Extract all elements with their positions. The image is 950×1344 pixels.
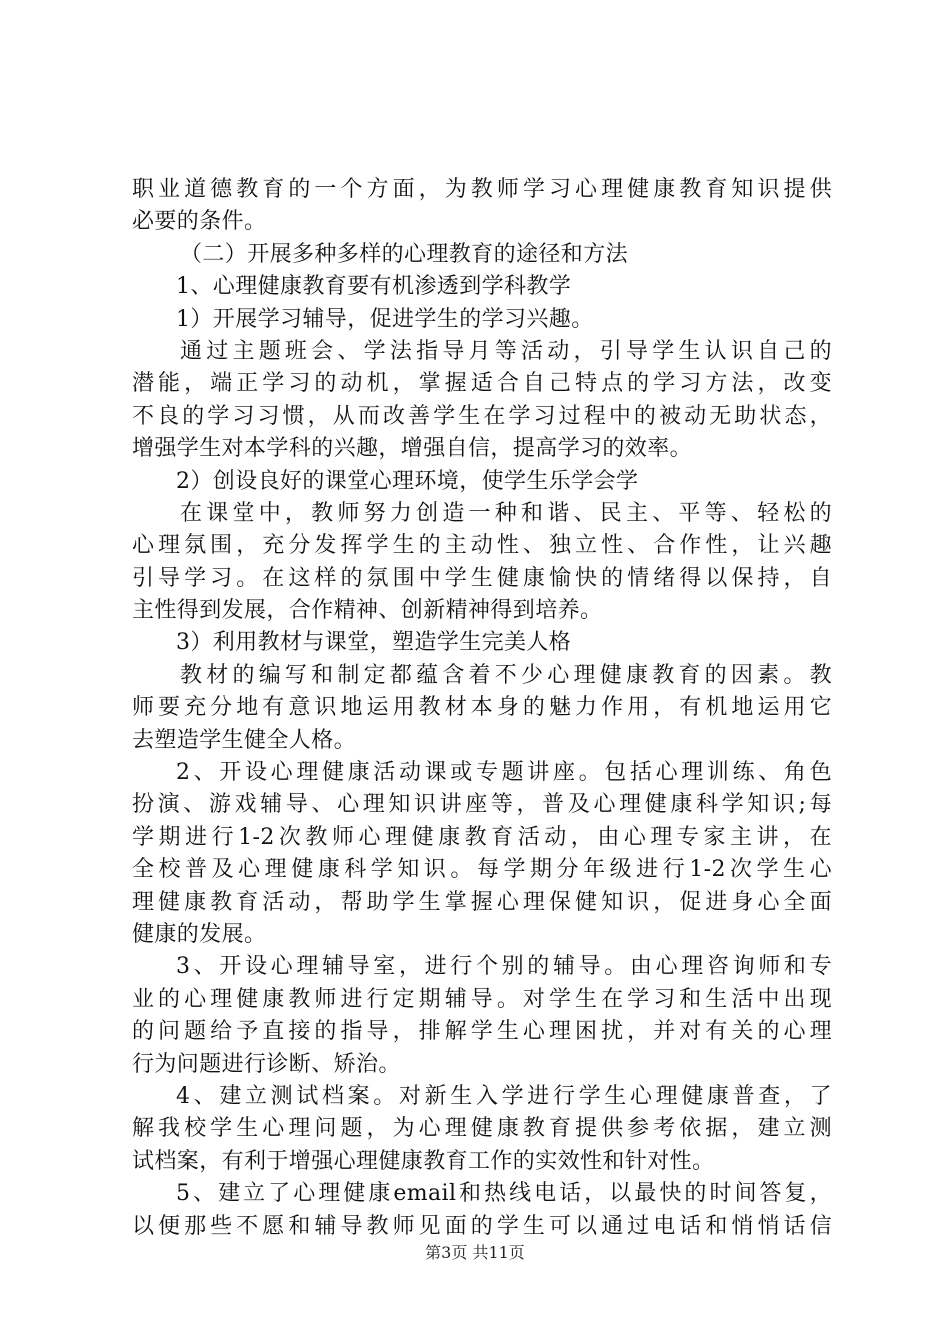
text-line: 去塑造学生健全人格。 — [132, 727, 357, 753]
text-line: 5、建立了心理健康email和热线电话，以最快的时间答复， — [176, 1181, 832, 1207]
text-line: 心理氛围，充分发挥学生的主动性、独立性、合作性，让兴趣 — [132, 533, 832, 559]
text-line: 潜能，端正学习的动机，掌握适合自己特点的学习方法，改变 — [132, 371, 832, 397]
text-line: 试档案，有利于增强心理健康教育工作的实效性和针对性。 — [132, 1148, 715, 1174]
text-line: 增强学生对本学科的兴趣，增强自信，提高学习的效率。 — [132, 436, 693, 462]
document-body — [132, 174, 832, 1243]
text-line: 扮演、游戏辅导、心理知识讲座等，普及心理健康科学知识;每 — [132, 792, 832, 818]
item-heading: 1）开展学习辅导，促进学生的学习兴趣。 — [176, 306, 594, 332]
text-line: 解我校学生心理问题，为心理健康教育提供参考依据，建立测 — [132, 1116, 832, 1142]
text-line: 业的心理健康教师进行定期辅导。对学生在学习和生活中出现 — [132, 986, 832, 1012]
text-line: 不良的学习习惯，从而改善学生在学习过程中的被动无助状态， — [132, 403, 832, 429]
section-heading: （二）开展多种多样的心理教育的途径和方法 — [180, 241, 629, 267]
item-heading: 2）创设良好的课堂心理环境，使学生乐学会学 — [176, 468, 639, 494]
text-line: 理健康教育活动，帮助学生掌握心理保健知识，促进身心全面 — [132, 889, 832, 915]
text-line: 3、开设心理辅导室，进行个别的辅导。由心理咨询师和专 — [176, 954, 832, 980]
text-line: 在课堂中，教师努力创造一种和谐、民主、平等、轻松的 — [180, 500, 832, 526]
text-line: 主性得到发展，合作精神、创新精神得到培养。 — [132, 598, 603, 624]
text-line: 职业道德教育的一个方面，为教师学习心理健康教育知识提供 — [132, 177, 832, 202]
subsection-heading: 1、心理健康教育要有机渗透到学科教学 — [176, 274, 572, 300]
page-number-footer: 第3页 共11页 — [425, 1243, 525, 1262]
text-line: 必要的条件。 — [132, 209, 267, 235]
text-line: 4、建立测试档案。对新生入学进行学生心理健康普查，了 — [176, 1083, 832, 1109]
text-line: 以便那些不愿和辅导教师见面的学生可以通过电话和悄悄话信 — [132, 1213, 832, 1239]
text-line: 2、开设心理健康活动课或专题讲座。包括心理训练、角色 — [176, 760, 832, 786]
text-line: 健康的发展。 — [132, 921, 267, 947]
text-line: 行为问题进行诊断、矫治。 — [132, 1051, 401, 1077]
item-heading: 3）利用教材与课堂，塑造学生完美人格 — [176, 630, 572, 656]
text-line: 师要充分地有意识地运用教材本身的魅力作用，有机地运用它 — [132, 695, 832, 721]
text-line: 引导学习。在这样的氛围中学生健康愉快的情绪得以保持，自 — [132, 565, 832, 591]
text-line: 通过主题班会、学法指导月等活动，引导学生认识自己的 — [180, 338, 832, 364]
text-line: 全校普及心理健康科学知识。每学期分年级进行1-2次学生心 — [132, 857, 832, 883]
text-line: 的问题给予直接的指导，排解学生心理困扰，并对有关的心理 — [132, 1019, 832, 1045]
text-line: 教材的编写和制定都蕴含着不少心理健康教育的因素。教 — [180, 662, 832, 688]
text-line: 学期进行1-2次教师心理健康教育活动，由心理专家主讲，在 — [132, 824, 832, 850]
